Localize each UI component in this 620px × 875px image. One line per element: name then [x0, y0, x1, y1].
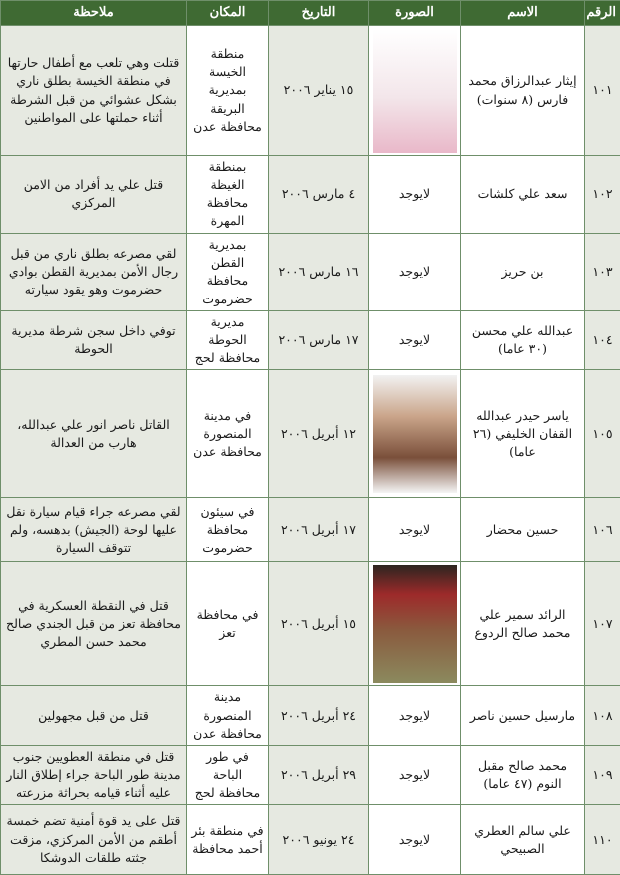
table-row [1, 156, 620, 234]
table-row [1, 311, 620, 370]
cell-name: ياسر حيدر عبدالله القفان الخليفي (٢٦ عاما) [461, 370, 585, 498]
cell-note: لقي مصرعه جراء قيام سيارة نقل عليها لوحة (الجيش) بدهسه، ولم تتوقف السيارة [1, 498, 187, 562]
cell-note: القاتل ناصر انور علي عبدالله، هارب من العدالة [1, 370, 187, 498]
cell-photo: لايوجد [369, 498, 461, 562]
table-row [1, 233, 620, 311]
table-row [1, 562, 620, 686]
table-row [1, 745, 620, 804]
cell-note: قتل في منطقة العطويين جنوب مدينة طور الباحة جراء إطلاق النار عليه أثناء قيامه بحراثة مزرعته [1, 745, 187, 804]
header-name: الاسم [461, 1, 585, 26]
table-row [1, 370, 620, 498]
officer-photo [373, 565, 457, 683]
cell-photo: لايوجد [369, 686, 461, 745]
cell-note: قتل في النقطة العسكرية في محافظة تعز من قبل الجندي صالح محمد حسن المطري [1, 562, 187, 686]
cell-place: مديرية الحوطة محافظة لحج [187, 311, 269, 370]
cell-num: ١٠٧ [585, 562, 620, 686]
table-row [1, 805, 620, 875]
cell-num: ١٠٢ [585, 156, 620, 234]
cell-note: قتلت وهي تلعب مع أطفال حارتها في منطقة الخيسة بطلق ناري بشكل عشوائي من قبل الشرطة أثناء حملتها على المواطنين [1, 26, 187, 156]
cell-note: لقي مصرعه بطلق ناري من قبل رجال الأمن بمديرية القطن بوادي حضرموت وهو يقود سيارته [1, 233, 187, 311]
cell-photo [369, 370, 461, 498]
table-row [1, 26, 620, 156]
cell-name: حسين محضار [461, 498, 585, 562]
cell-note: قتل من قبل مجهولين [1, 686, 187, 745]
cell-num: ١٠٩ [585, 745, 620, 804]
cell-name: الرائد سمير علي محمد صالح الردوع [461, 562, 585, 686]
cell-place: بمنطقة الغيظة محافظة المهرة [187, 156, 269, 234]
cell-place: في سيئون محافظة حضرموت [187, 498, 269, 562]
man-photo [373, 375, 457, 493]
cell-date: ١٧ مارس ٢٠٠٦ [269, 311, 369, 370]
cell-name: عبدالله علي محسن (٣٠ عاما) [461, 311, 585, 370]
cell-date: ١٥ يناير ٢٠٠٦ [269, 26, 369, 156]
cell-photo: لايوجد [369, 156, 461, 234]
cell-place: في مدينة المنصورة محافظة عدن [187, 370, 269, 498]
cell-date: ٢٤ يونيو ٢٠٠٦ [269, 805, 369, 875]
cell-note: قتل علي يد أفراد من الامن المركزي [1, 156, 187, 234]
cell-num: ١٠٥ [585, 370, 620, 498]
cell-photo: لايوجد [369, 311, 461, 370]
cell-name: علي سالم العطري الصبيحي [461, 805, 585, 875]
cell-place: منطقة الخيسة بمديرية البريقة محافظة عدن [187, 26, 269, 156]
header-num: الرقم [585, 1, 620, 26]
cell-num: ١٠٦ [585, 498, 620, 562]
cell-photo [369, 26, 461, 156]
cell-date: ١٧ أبريل ٢٠٠٦ [269, 498, 369, 562]
cell-place: في منطقة بئر أحمد محافظة [187, 805, 269, 875]
cell-place: في طور الباحة محافظة لحج [187, 745, 269, 804]
cell-num: ١٠٤ [585, 311, 620, 370]
cell-num: ١٠٨ [585, 686, 620, 745]
header-note: ملاحظة [1, 1, 187, 26]
cell-place: في محافظة تعز [187, 562, 269, 686]
cell-date: ١٦ مارس ٢٠٠٦ [269, 233, 369, 311]
header-date: التاريخ [269, 1, 369, 26]
cell-num: ١٠٣ [585, 233, 620, 311]
table-row [1, 686, 620, 745]
cell-name: إيثار عبدالرزاق محمد فارس (٨ سنوات) [461, 26, 585, 156]
cell-name: بن حريز [461, 233, 585, 311]
cell-place: مدينة المنصورة محافظة عدن [187, 686, 269, 745]
cell-num: ١١٠ [585, 805, 620, 875]
cell-num: ١٠١ [585, 26, 620, 156]
table-row [1, 498, 620, 562]
cell-photo: لايوجد [369, 745, 461, 804]
cell-photo: لايوجد [369, 233, 461, 311]
table-header-row [1, 1, 620, 26]
cell-note: توفي داخل سجن شرطة مديرية الحوطة [1, 311, 187, 370]
cell-date: ٤ مارس ٢٠٠٦ [269, 156, 369, 234]
child-photo [373, 29, 457, 153]
cell-date: ٢٤ أبريل ٢٠٠٦ [269, 686, 369, 745]
cell-name: مارسيل حسين ناصر [461, 686, 585, 745]
cell-photo: لايوجد [369, 805, 461, 875]
cell-name: محمد صالح مقبل النوم (٤٧ عاما) [461, 745, 585, 804]
cell-note: قتل على يد قوة أمنية تضم خمسة أطقم من الأمن المركزي، مزقت جثته طلقات الدوشكا [1, 805, 187, 875]
cell-name: سعد علي كلشات [461, 156, 585, 234]
cell-photo [369, 562, 461, 686]
cell-date: ٢٩ أبريل ٢٠٠٦ [269, 745, 369, 804]
header-place: المكان [187, 1, 269, 26]
header-photo: الصورة [369, 1, 461, 26]
cell-date: ١٢ أبريل ٢٠٠٦ [269, 370, 369, 498]
cell-place: بمديرية القطن محافظة حضرموت [187, 233, 269, 311]
cell-date: ١٥ أبريل ٢٠٠٦ [269, 562, 369, 686]
